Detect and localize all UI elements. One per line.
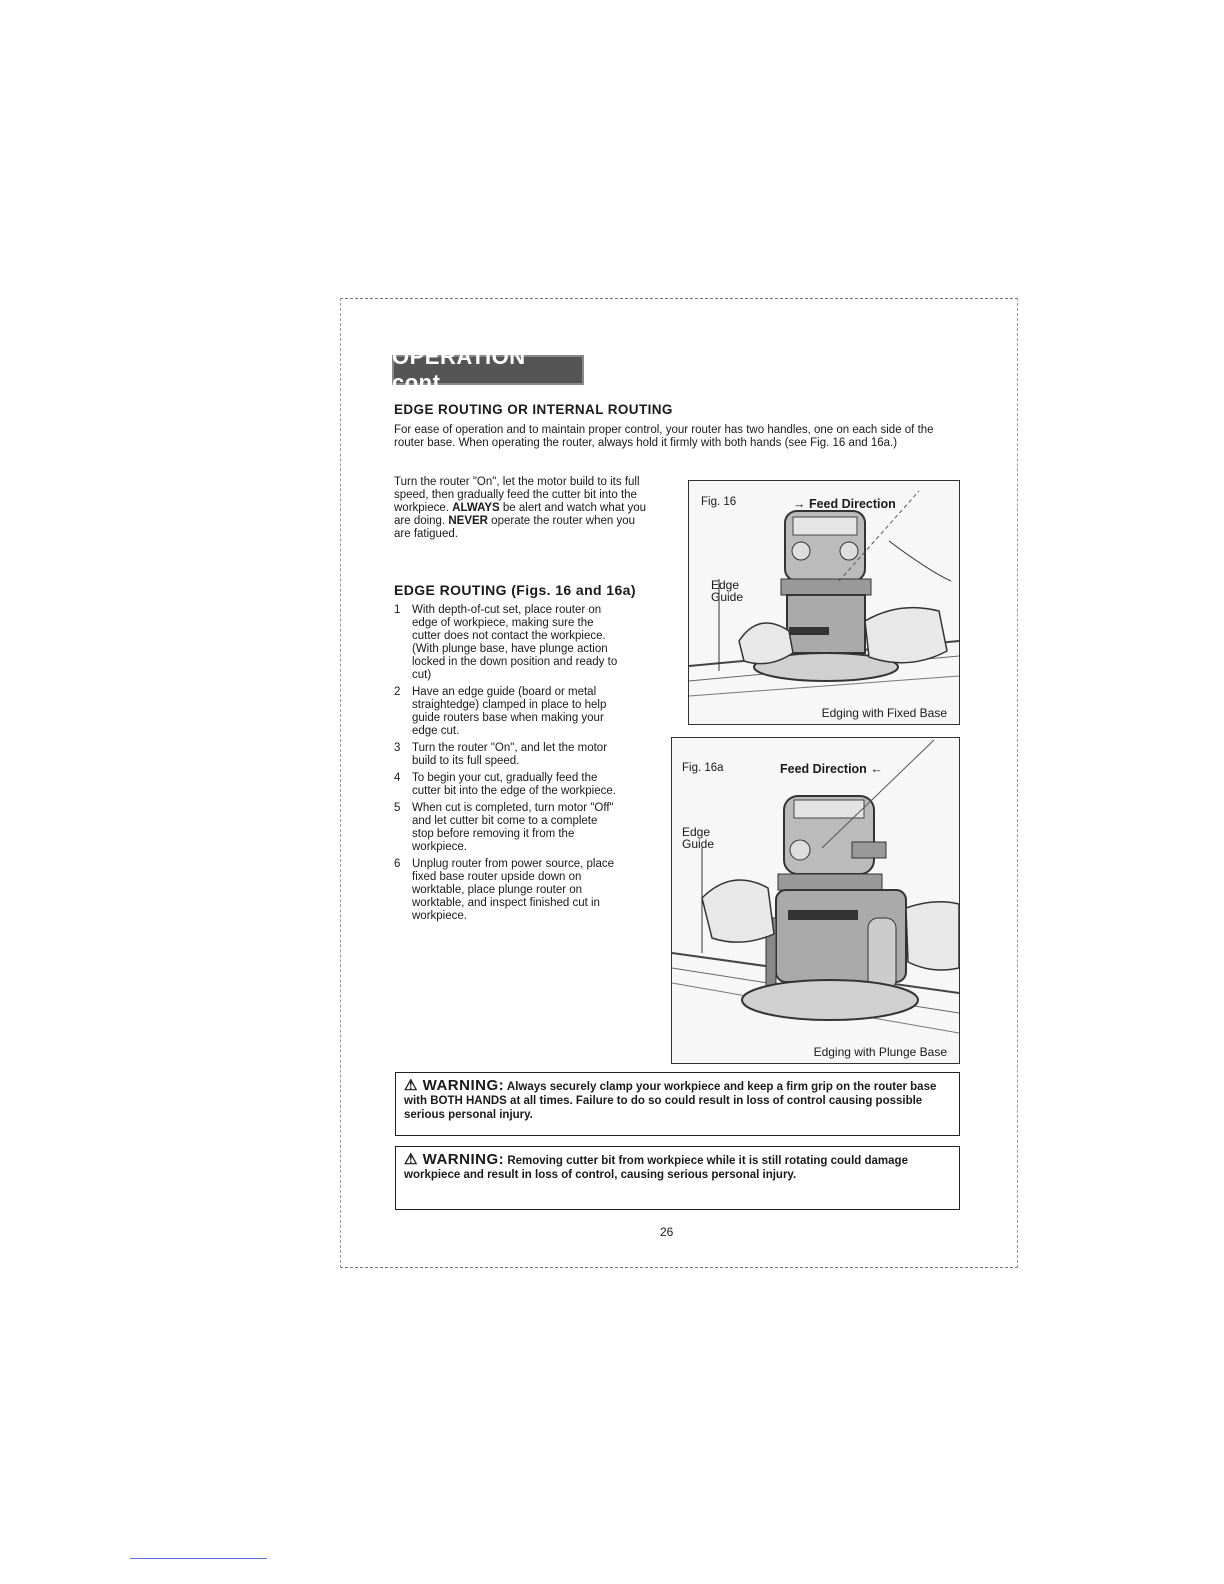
intro-paragraph: For ease of operation and to maintain proper control, your router has two handles, one on each side of the router base. When operating the router, always hold it firmly with both hands (see Fig. 16 and 16a.) (394, 424, 934, 449)
step-text: When cut is completed, turn motor "Off" and let cutter bit come to a complete stop before removing it from the workpiece. (412, 802, 614, 853)
heading-edge-routing: EDGE ROUTING (Figs. 16 and 16a) (394, 582, 636, 598)
step-number: 2 (394, 686, 401, 698)
step-text: With depth-of-cut set, place router on edge of workpiece, making sure the cutter does not contact the workpiece. (With plunge base, have plunge action locked in the down position and ready to cut) (412, 604, 618, 681)
warning-box-removing-bit (395, 1146, 960, 1210)
figure-16 (688, 480, 960, 725)
warning-text: Removing cutter bit from workpiece while it is still rotating could damage workpiece and result in loss of control, causing serious personal injury. (404, 1155, 908, 1181)
step-item (394, 802, 644, 854)
warning-triangle-icon: ⚠ WARNING: (404, 1077, 505, 1094)
warning-text: Always securely clamp your workpiece and keep a firm grip on the router base with BOTH HANDS at all times. Failure to do so could result in loss of control causing possible serious personal injury. (404, 1081, 937, 1121)
fig16a-feed-direction: Feed Direction ← (780, 762, 883, 776)
footer-rule (130, 1558, 267, 1559)
always-emphasis: ALWAYS (452, 502, 500, 514)
fig16-feed-direction: → Feed Direction (793, 497, 896, 511)
fig16a-edge-guide-label: Edge Guide (682, 825, 715, 851)
step-text: To begin your cut, gradually feed the cutter bit into the edge of the workpiece. (412, 772, 616, 797)
step-number: 4 (394, 772, 401, 784)
warning-box-clamp (395, 1072, 960, 1136)
fig16-label: Fig. 16 (701, 496, 737, 508)
safety-paragraph (394, 476, 650, 541)
para-text-3: operate the router when you are fatigued. (394, 515, 636, 540)
step-number: 1 (394, 604, 401, 616)
fig16a-caption: Edging with Plunge Base (813, 1045, 947, 1059)
warning-triangle-icon: ⚠ WARNING: (404, 1151, 505, 1168)
para-text-2: be alert and watch what you are doing. (394, 502, 647, 527)
step-number: 3 (394, 742, 401, 754)
section-banner: OPERATION cont. (392, 355, 584, 385)
step-item (394, 858, 644, 923)
figure-16a (671, 737, 960, 1064)
heading-edge-or-internal: EDGE ROUTING OR INTERNAL ROUTING (394, 402, 673, 417)
fig16a-label: Fig. 16a (682, 762, 724, 774)
fig16-edge-guide-label: Edge Guide (711, 578, 744, 604)
never-emphasis: NEVER (448, 515, 488, 527)
step-item (394, 742, 644, 768)
step-item (394, 604, 644, 682)
fig16-caption: Edging with Fixed Base (821, 706, 947, 720)
para-text-1: Turn the router "On", let the motor build to its full speed, then gradually feed the cutter bit into the workpiece. (394, 476, 640, 514)
steps-list (394, 604, 644, 927)
step-item (394, 686, 644, 738)
step-number: 6 (394, 858, 401, 870)
plunge-base-router-illustration (672, 738, 959, 1063)
step-number: 5 (394, 802, 401, 814)
step-item (394, 772, 644, 798)
page-number: 26 (660, 1225, 674, 1239)
step-text: Unplug router from power source, place fixed base router upside down on worktable, place plunge router on worktable, and inspect finished cut in workpiece. (412, 858, 614, 922)
step-text: Have an edge guide (board or metal straightedge) clamped in place to help guide routers base when making your edge cut. (412, 686, 607, 737)
step-text: Turn the router "On", and let the motor build to its full speed. (412, 742, 608, 767)
